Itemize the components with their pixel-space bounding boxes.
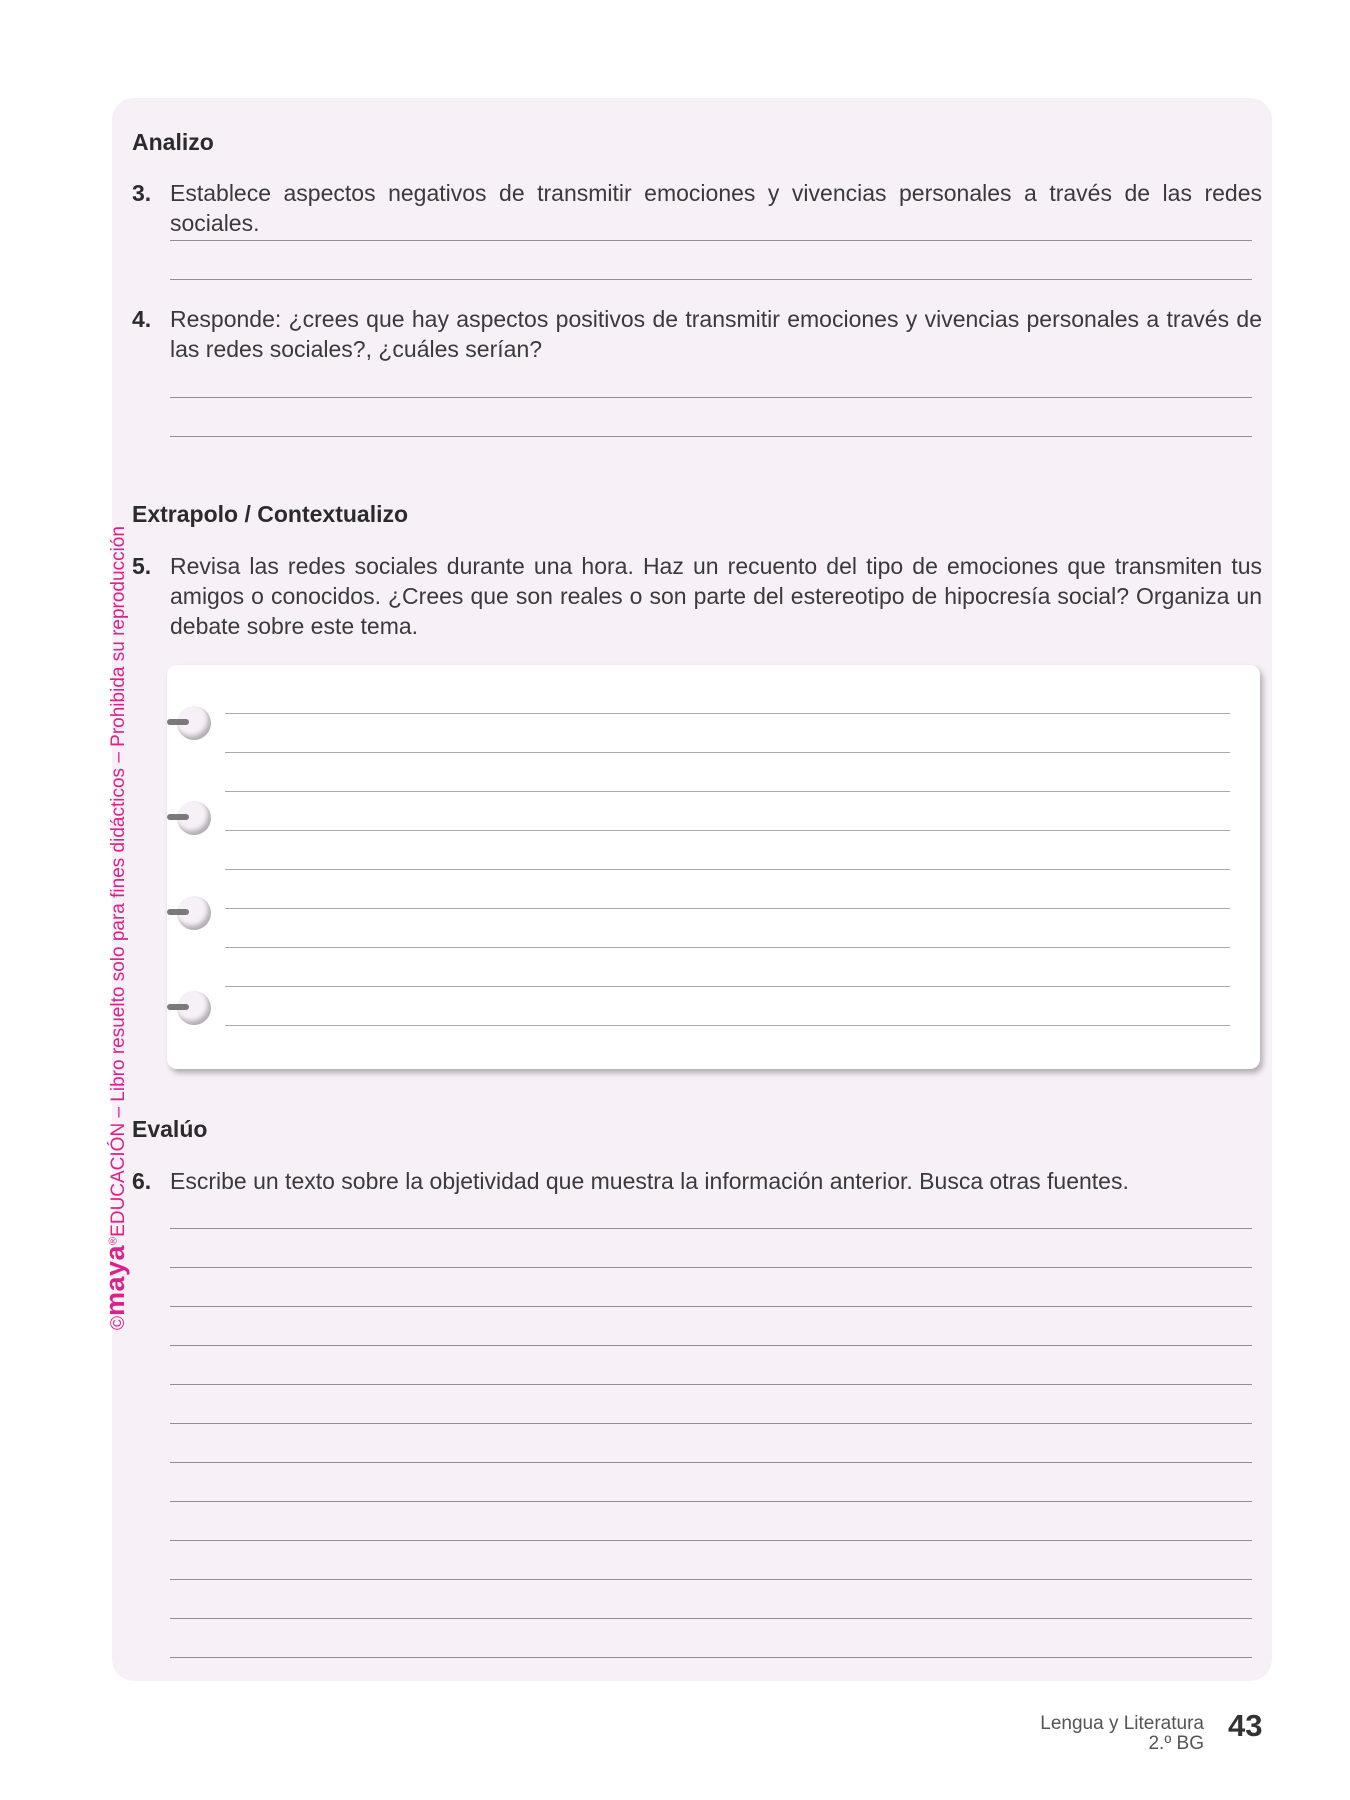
binder-slot bbox=[167, 719, 189, 725]
question-4 bbox=[132, 304, 1262, 364]
registered-symbol: ® bbox=[107, 1236, 120, 1245]
notebook-line bbox=[225, 752, 1230, 753]
question-6 bbox=[132, 1166, 1262, 1196]
answer-line[interactable] bbox=[170, 279, 1252, 280]
answer-line[interactable] bbox=[170, 1345, 1252, 1346]
question-5 bbox=[132, 551, 1262, 641]
answer-line[interactable] bbox=[170, 397, 1252, 398]
question-number: 3. bbox=[132, 180, 152, 206]
answer-line[interactable] bbox=[170, 1501, 1252, 1502]
notebook-line bbox=[225, 791, 1230, 792]
footer-subject-name: Lengua y Literatura bbox=[1040, 1713, 1204, 1734]
footer-grade: 2.º BG bbox=[1148, 1733, 1204, 1754]
notebook-line bbox=[225, 1025, 1230, 1026]
question-text: Establece aspectos negativos de transmitir emociones y vivencias personales a través de las redes sociales. bbox=[170, 180, 1262, 236]
question-text: Revisa las redes sociales durante una hora. Haz un recuento del tipo de emociones que transmiten tus amigos o conocidos. ¿Crees que son reales o son parte del estereotipo de hipocresía social? Organiza un debate sobre este tema. bbox=[170, 553, 1262, 639]
answer-line[interactable] bbox=[170, 1267, 1252, 1268]
page-number: 43 bbox=[1228, 1708, 1263, 1743]
question-number: 6. bbox=[132, 1168, 152, 1194]
notebook-line bbox=[225, 986, 1230, 987]
binder-slot bbox=[167, 814, 189, 820]
section-heading-analizo: Analizo bbox=[132, 129, 214, 155]
answer-line[interactable] bbox=[170, 1306, 1252, 1307]
binder-slot bbox=[167, 909, 189, 915]
question-number: 4. bbox=[132, 306, 152, 332]
question-number: 5. bbox=[132, 553, 152, 579]
answer-line[interactable] bbox=[170, 436, 1252, 437]
answer-line[interactable] bbox=[170, 1384, 1252, 1385]
question-text: Responde: ¿crees que hay aspectos positivos de transmitir emociones y vivencias personales a través de las redes sociales?, ¿cuáles serían? bbox=[170, 306, 1262, 362]
answer-line[interactable] bbox=[170, 1540, 1252, 1541]
watermark-text: EDUCACIÓN – Libro resuelto solo para fines didácticos – Prohibida su reproducción bbox=[108, 526, 129, 1237]
section-heading-extrapolo: Extrapolo / Contextualizo bbox=[132, 501, 409, 527]
answer-line[interactable] bbox=[170, 1423, 1252, 1424]
answer-line[interactable] bbox=[170, 1228, 1252, 1229]
notebook-line bbox=[225, 869, 1230, 870]
answer-line[interactable] bbox=[170, 240, 1252, 241]
question-text: Escribe un texto sobre la objetividad que muestra la información anterior. Busca otras fuentes. bbox=[170, 1168, 1129, 1194]
notebook-answer-area[interactable] bbox=[167, 665, 1260, 1069]
footer-subject bbox=[1040, 1714, 1204, 1754]
answer-line[interactable] bbox=[170, 1462, 1252, 1463]
answer-line[interactable] bbox=[170, 1657, 1252, 1658]
copyright-watermark bbox=[100, 526, 131, 1330]
brand-logo-text: maya bbox=[100, 1244, 130, 1316]
binder-slot bbox=[167, 1004, 189, 1010]
copyright-symbol: © bbox=[108, 1316, 129, 1330]
notebook-line bbox=[225, 908, 1230, 909]
section-heading-evaluo: Evalúo bbox=[132, 1116, 208, 1142]
question-3 bbox=[132, 178, 1262, 238]
answer-line[interactable] bbox=[170, 1579, 1252, 1580]
answer-line[interactable] bbox=[170, 1618, 1252, 1619]
notebook-line bbox=[225, 947, 1230, 948]
notebook-line bbox=[225, 713, 1230, 714]
notebook-line bbox=[225, 830, 1230, 831]
